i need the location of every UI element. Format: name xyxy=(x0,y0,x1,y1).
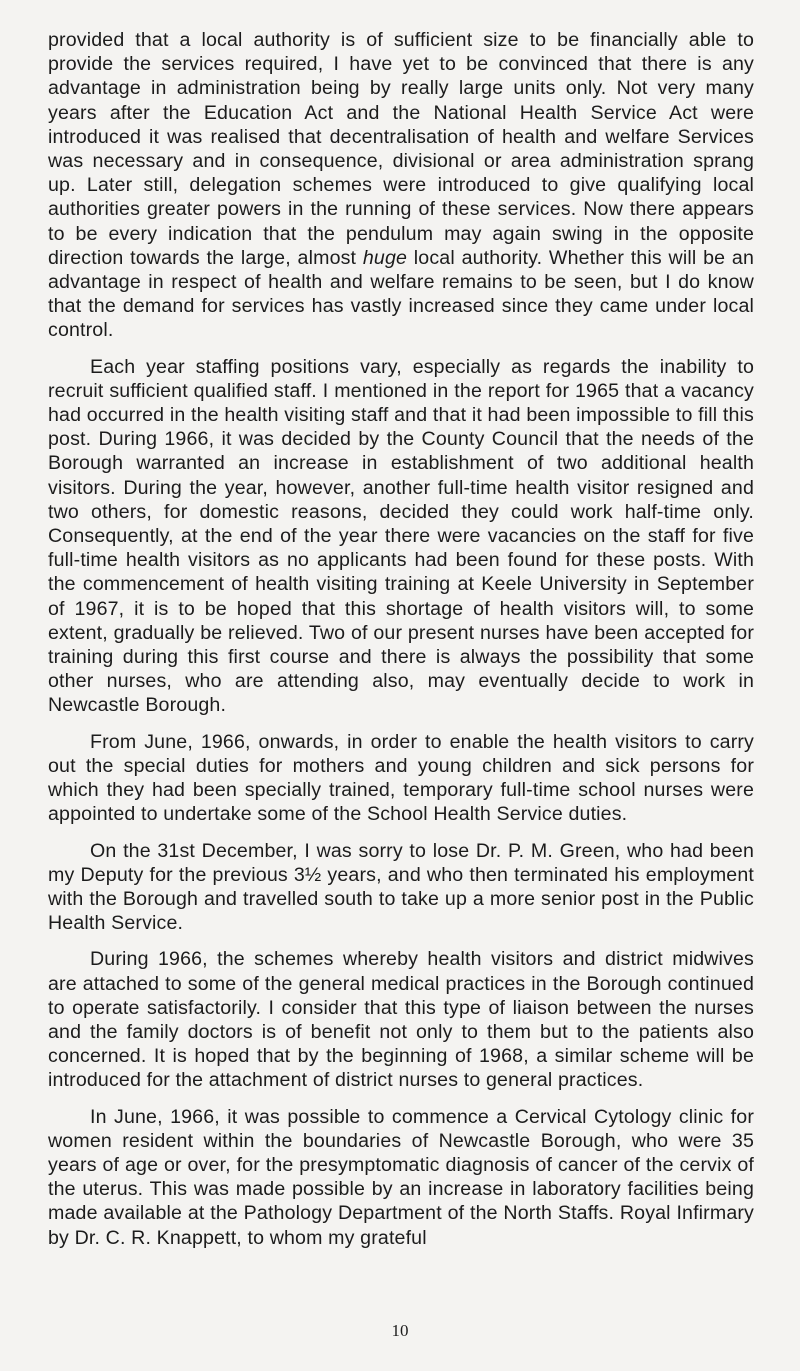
page-number: 10 xyxy=(391,1321,409,1340)
paragraph-staffing: Each year staffing positions vary, especially as regards the inability to recruit sufficient qualified staff. I mentioned in the report for 1965 that a vacancy had occurred in the health visiting staff and that it had been impossible to fill this post. During 1966, it was decided by the County Council that the needs of the Borough warranted an increase in establishment of two additional health visitors. During the year, however, another full-time health visitor resigned and two others, for domestic reasons, decided they could work half-time only. Consequently, at the end of the year there were vacancies on the staff for five full-time health visitors as no applicants had been found for these posts. With the commencement of health visiting training at Keele University in September of 1967, it is to be hoped that this shortage of health visitors will, to some extent, gradually be relieved. Two of our present nurses have been accepted for training during this first course and there is always the possibility that some other nurses, who are attending also, may eventually decide to work in Newcastle Borough. xyxy=(48,355,754,717)
paragraph-1-start: provided that a local authority is of sufficient size to be financially able to provide the services required, I have yet to be convinced that there is any advantage in administration being by really large units only. Not very many years after the Education Act and the National Health Service Act were introduced it was realised that decentralisation of health and welfare Services was necessary and in consequence, divisional or area administration sprang up. Later still, delegation schemes were introduced to give qualifying local authorities greater powers in the running of these services. Now there appears to be every indication that the pendulum may again swing in the opposite direction towards the large, almost xyxy=(48,29,754,269)
paragraph-continuation xyxy=(48,28,754,343)
body-text xyxy=(48,28,754,1262)
paragraph-1-end: local authority. Whether this will be an advantage in respect of health and welfare remains to be seen, but I do know that the demand for services has vastly increased since they came under local control. xyxy=(48,246,754,342)
paragraph-deputy: On the 31st December, I was sorry to lose Dr. P. M. Green, who had been my Deputy for the previous 3½ years, and who then terminated his employment with the Borough and travelled south to take up a more senior post in the Public Health Service. xyxy=(48,839,754,935)
paragraph-school-nurses: From June, 1966, onwards, in order to enable the health visitors to carry out the special duties for mothers and young children and sick persons for which they had been specially trained, temporary full-time school nurses were appointed to undertake some of the School Health Service duties. xyxy=(48,730,754,826)
paragraph-attachment-schemes: During 1966, the schemes whereby health visitors and district midwives are attached to some of the general medical practices in the Borough continued to operate satisfactorily. I consider that this type of liaison between the nurses and the family doctors is of benefit not only to them but to the patients also concerned. It is hoped that by the beginning of 1968, a similar scheme will be introduced for the attachment of district nurses to general practices. xyxy=(48,948,754,1092)
paragraph-cervical-cytology: In June, 1966, it was possible to commence a Cervical Cytology clinic for women resident within the boundaries of Newcastle Borough, who were 35 years of age or over, for the presymptomatic diagnosis of cancer of the cervix of the uterus. This was made possible by an increase in laboratory facilities being made available at the Pathology Department of the North Staffs. Royal Infirmary by Dr. C. R. Knappett, to whom my grateful xyxy=(48,1105,754,1249)
emphasis-huge: huge xyxy=(362,246,408,269)
